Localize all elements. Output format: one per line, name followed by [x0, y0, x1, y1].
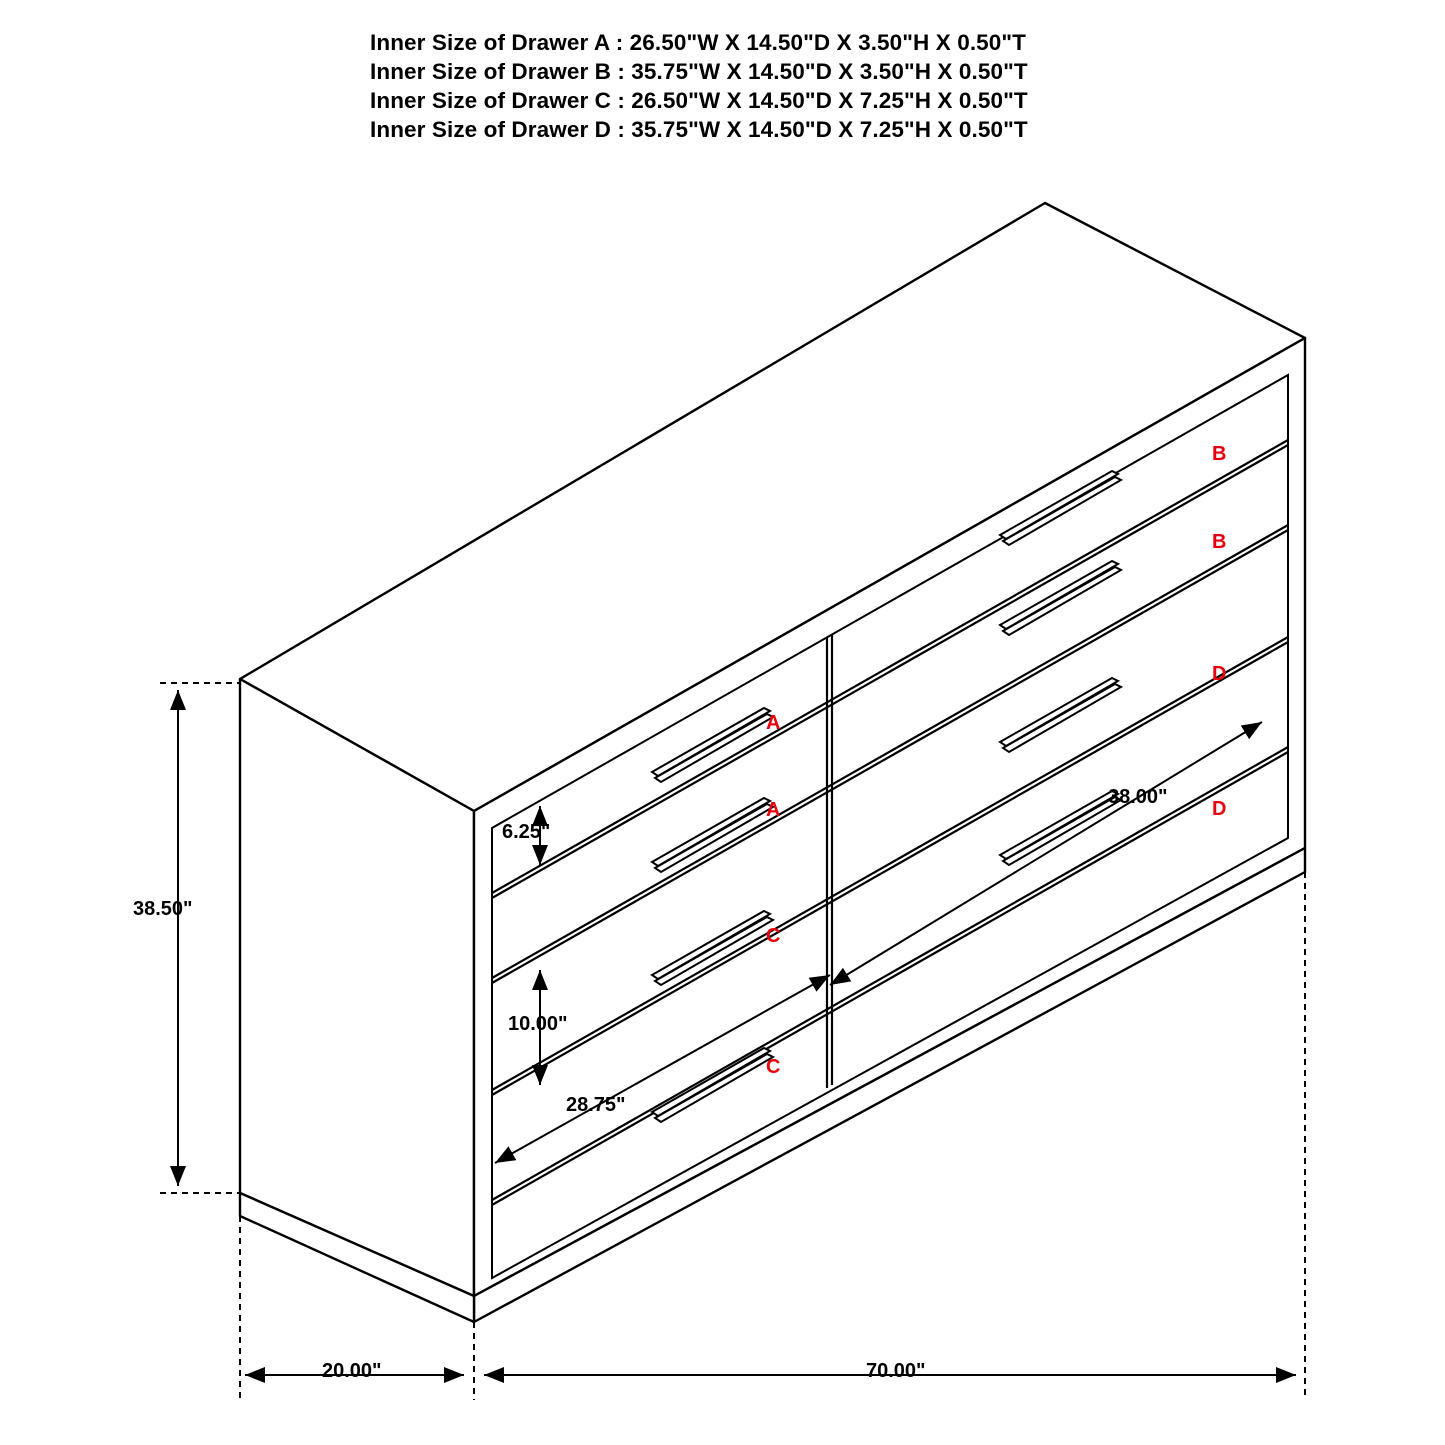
- cabinet-body: [240, 203, 1305, 1322]
- drawer-label-left-bottom: C: [766, 1056, 781, 1078]
- drawer-label-left-top: A: [766, 712, 781, 734]
- drawer-label-right-second: B: [1212, 531, 1227, 553]
- label-left-drawer-width: 28.75": [566, 1094, 626, 1116]
- drawer-label-right-third: D: [1212, 663, 1227, 685]
- label-overall-width: 70.00": [866, 1360, 926, 1382]
- drawer-label-right-top: B: [1212, 443, 1227, 465]
- label-drawer-height-small: 6.25": [502, 821, 551, 843]
- label-depth: 20.00": [322, 1360, 382, 1382]
- drawer-label-right-bottom: D: [1212, 798, 1227, 820]
- drawer-spec-b: Inner Size of Drawer B : 35.75"W X 14.50"D X 3.50"H X 0.50"T: [370, 59, 1028, 84]
- label-overall-height: 38.50": [133, 898, 193, 920]
- drawer-spec-a: Inner Size of Drawer A : 26.50"W X 14.50"D X 3.50"H X 0.50"T: [370, 30, 1027, 55]
- drawer-label-left-third: C: [766, 925, 781, 947]
- drawer-label-left-second: A: [766, 799, 781, 821]
- dim-overall-height: [160, 683, 240, 1193]
- label-right-drawer-width: 38.00": [1108, 786, 1168, 808]
- label-drawer-height-large: 10.00": [508, 1013, 568, 1035]
- drawer-spec-d: Inner Size of Drawer D : 35.75"W X 14.50"D X 7.25"H X 0.50"T: [370, 117, 1028, 142]
- drawer-spec-c: Inner Size of Drawer C : 26.50"W X 14.50"D X 7.25"H X 0.50"T: [370, 88, 1028, 113]
